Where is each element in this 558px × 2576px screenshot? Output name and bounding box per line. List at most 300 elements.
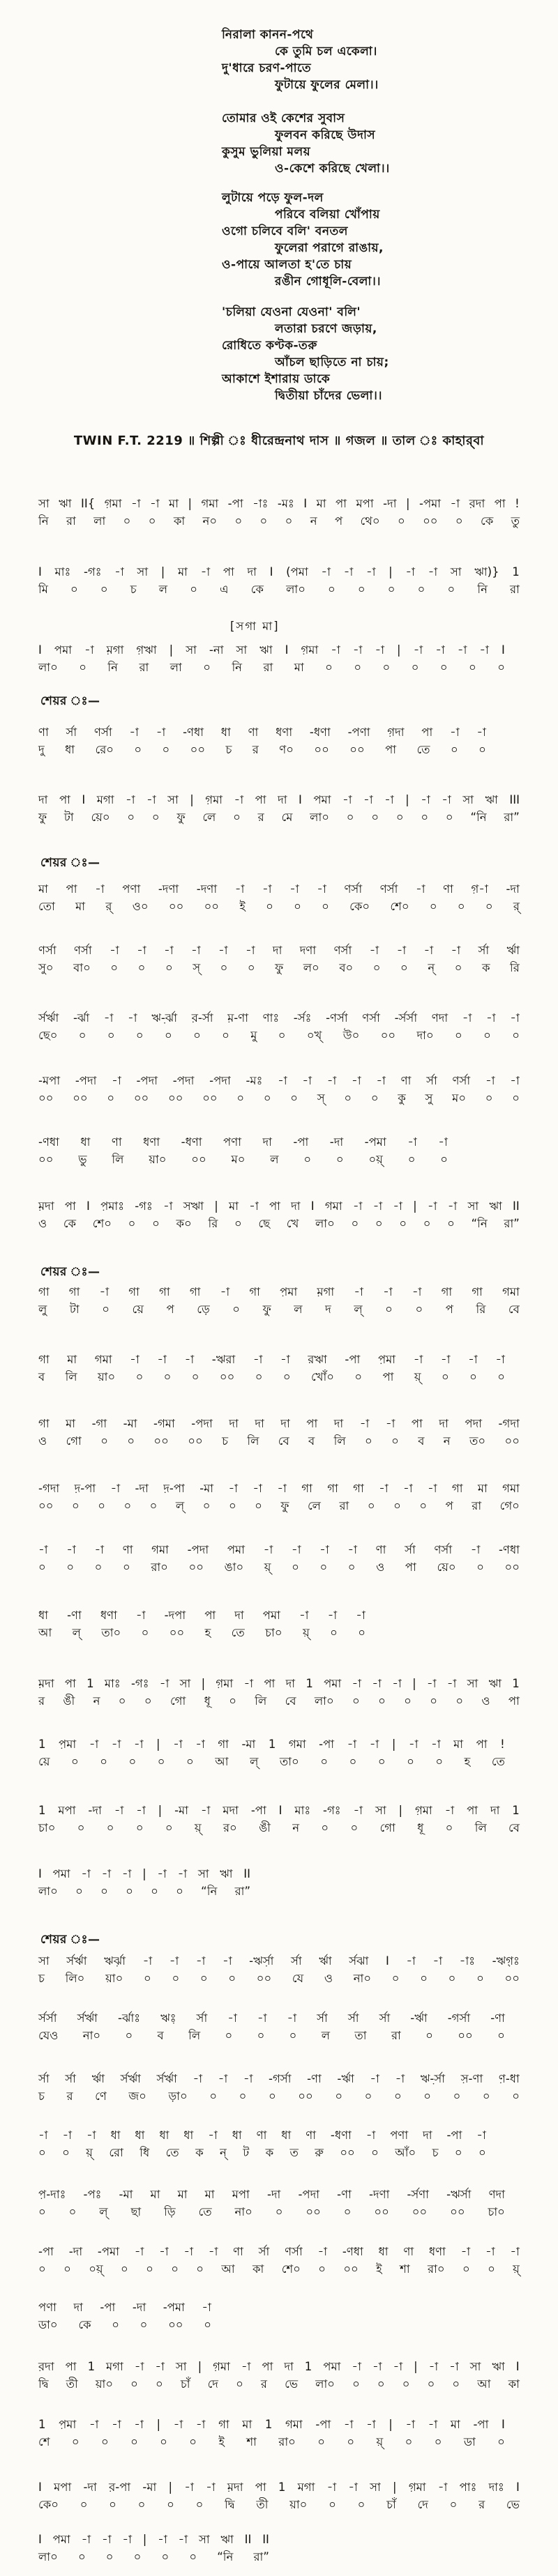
notation-row <box>38 1135 448 1167</box>
sargam-token: -পা <box>315 2418 331 2431</box>
bol-token: ০ <box>172 1972 180 1985</box>
sargam-token: স়-ণা <box>460 2072 483 2085</box>
bol-token: ০ <box>110 961 119 974</box>
sargam-token: -দা <box>68 2245 83 2258</box>
sargam-token: -া <box>114 1804 124 1817</box>
sargam-token: -া <box>129 726 139 739</box>
sargam-token: ম়গা <box>106 643 124 657</box>
sargam-token: -া <box>321 565 331 578</box>
sargam-token: -া <box>299 1609 309 1622</box>
notation-row <box>38 2071 520 2104</box>
bol-token: ০ <box>140 2318 148 2331</box>
sargam-token: পমা <box>323 2360 341 2373</box>
sargam-token: -ঋ়র্সা <box>249 1954 274 1968</box>
sargam-token: -া <box>485 2245 495 2258</box>
bol-token: র০ <box>223 1821 237 1834</box>
bol-token: ০ <box>118 1694 126 1708</box>
bol-token: ০ <box>455 1029 462 1042</box>
bol-token: পা <box>405 1561 416 1574</box>
notes-line <box>38 1542 520 1558</box>
bol-token: ক <box>481 961 490 974</box>
sargam-token: পা <box>411 1417 423 1430</box>
bol-token: ধা <box>65 743 75 756</box>
bol-token: ০ <box>63 2262 71 2276</box>
sargam-token: ণর্সা <box>362 1011 380 1025</box>
sargam-token: -া <box>369 944 379 957</box>
sargam-token: -মঃ <box>246 1074 263 1087</box>
sargam-token: 1 <box>264 2418 273 2431</box>
bol-token: রি <box>208 1217 218 1230</box>
sargam-token: র্সর্ঋা <box>120 2072 141 2085</box>
sargam-token: ধণা <box>428 2245 446 2258</box>
bol-token: ০ <box>71 2435 80 2448</box>
sargam-token: গ়মা <box>301 643 319 657</box>
bol-token: দে <box>417 2498 428 2511</box>
bol-token: ০ <box>106 1821 114 1834</box>
sargam-token: -গঃ <box>323 1804 341 1817</box>
sargam-token: পা <box>476 1738 488 1751</box>
sargam-token: -পঃ <box>83 2188 102 2201</box>
bol-token: না০ <box>234 2205 252 2218</box>
sargam-token: গা <box>353 1482 364 1495</box>
sargam-token: রঋা <box>308 1353 327 1366</box>
sargam-token: | <box>197 2360 202 2373</box>
bol-token: রি <box>510 961 520 974</box>
sargam-token: -া <box>159 2245 169 2258</box>
bol-token: ০ <box>405 2435 413 2448</box>
bol-token: ০ <box>282 1370 291 1383</box>
sargam-token: -া <box>62 2129 73 2142</box>
bol-token: আঁ০ <box>395 2146 416 2159</box>
bol-token: ০ <box>377 1755 386 1768</box>
bol-token: ডা০ <box>38 2318 58 2331</box>
bol-token: ০ <box>152 1217 160 1230</box>
bol-token: ০ <box>234 514 243 528</box>
sargam-token: -ধণা <box>309 726 331 739</box>
bol-token: ০০ <box>450 2205 465 2218</box>
bol-token: ০ <box>358 1626 365 1639</box>
bol-token: ০ <box>454 2146 462 2159</box>
sargam-token: র্ঋা <box>506 944 520 957</box>
sargam-token: সা <box>236 643 248 657</box>
bol-token: ০০ <box>191 1153 206 1166</box>
sargam-token: ঋা <box>59 497 72 510</box>
bol-token: ০ <box>259 514 268 528</box>
bol-token: ০ <box>454 961 462 974</box>
bol-token: ০ <box>354 1370 363 1383</box>
sargam-token: ব়-পা <box>109 2481 131 2494</box>
bol-token: ০ <box>193 1029 201 1042</box>
bol-token: ০ <box>455 1694 464 1708</box>
sargam-token: পা <box>262 2360 273 2373</box>
sargam-token: I <box>38 565 42 578</box>
notation-row <box>38 2244 520 2277</box>
sargam-token: -া <box>317 882 326 896</box>
sargam-token: -া <box>114 565 124 578</box>
sargam-token: গ়মা <box>104 497 122 510</box>
sargam-token: পা <box>421 726 433 739</box>
sargam-token: গা <box>38 1285 50 1298</box>
bol-token: ০ <box>38 2262 46 2276</box>
sargam-token: -া <box>510 1074 520 1087</box>
notes-line <box>38 1285 520 1300</box>
bol-token: ০ <box>157 1755 165 1768</box>
sher-section-heading: শেয়র ঃ— <box>40 1265 100 1279</box>
bol-token: ০ <box>319 1561 328 1574</box>
sargam-token: -া <box>354 1285 363 1298</box>
sargam-token: -া <box>110 944 119 957</box>
bol-token: ০ <box>80 2498 88 2511</box>
sargam-token: র্সা <box>347 2011 359 2025</box>
bol-token: ড়া০ <box>168 2090 188 2103</box>
bol-token: নি <box>38 514 49 528</box>
sargam-token: -া <box>173 1738 183 1751</box>
sargam-token: -া <box>227 2011 237 2025</box>
bol-token: ০ <box>77 2550 86 2563</box>
bol-token: ০ <box>289 2029 297 2042</box>
sargam-token: -ধণা <box>330 2129 352 2142</box>
bol-token: ০ <box>430 1694 437 1708</box>
bol-token: ০ <box>387 583 395 596</box>
bol-token: ০ <box>382 661 391 674</box>
sargam-token: -পদা <box>209 1074 231 1087</box>
bol-token: ফু <box>38 811 47 824</box>
sargam-token: | <box>168 2481 173 2494</box>
sargam-token: I <box>38 2533 42 2546</box>
bol-token: ন <box>310 514 317 528</box>
sargam-token: ণর্সা <box>74 944 92 957</box>
bol-token: ০ <box>344 1091 352 1105</box>
bols-line <box>38 2262 520 2277</box>
sargam-token: প়মাঃ <box>100 1199 125 1213</box>
sargam-token: পা <box>66 882 77 896</box>
bol-token: ০ <box>70 583 78 596</box>
sargam-token: ঋা <box>492 2360 505 2373</box>
bol-token: ০০ <box>423 514 438 528</box>
bol-token: তা০ <box>279 1755 299 1768</box>
bol-token: ০০ <box>168 2318 183 2331</box>
sargam-token: প়মা <box>377 1353 396 1366</box>
bol-token: য়্ <box>513 2262 520 2276</box>
bol-token: দ <box>325 1303 331 1316</box>
sargam-token: গা <box>38 1417 50 1430</box>
bol-token: তে <box>416 743 430 756</box>
bol-token: ঙী <box>259 1821 271 1834</box>
notes-line <box>38 1676 520 1692</box>
bol-token: কা <box>508 2377 520 2391</box>
bols-line <box>38 810 520 825</box>
bol-token: ০০ <box>188 1434 203 1448</box>
sargam-token: -া <box>223 1954 232 1968</box>
bol-token: ০০ <box>204 900 220 913</box>
sargam-token: -া <box>130 497 141 510</box>
notation-row <box>38 1481 520 1514</box>
bol-token: ০ <box>149 1499 158 1512</box>
notation-row <box>38 1011 520 1043</box>
sher-section-heading: শেয়র ঃ— <box>40 694 100 708</box>
bol-token: নি <box>232 661 243 674</box>
sargam-token: -া <box>89 1738 99 1751</box>
sargam-token: -া <box>365 2129 376 2142</box>
notes-line <box>38 2532 269 2547</box>
sargam-token: র্সা <box>379 2011 391 2025</box>
bol-token: ০০ <box>504 1972 520 1985</box>
sargam-token: -া <box>130 1353 140 1366</box>
bol-token: ০০ <box>153 1434 169 1448</box>
notation-row <box>38 725 486 758</box>
notation-row <box>38 2480 520 2513</box>
sargam-token: | <box>156 2418 161 2431</box>
sargam-token: | <box>389 565 393 578</box>
sargam-token: -র্সঃ <box>293 1011 312 1025</box>
sargam-token: -া <box>379 1482 389 1495</box>
sargam-token: র্সা <box>258 2245 270 2258</box>
bol-token: রা <box>391 2029 401 2042</box>
bol-token: ম০ <box>231 1153 246 1166</box>
sargam-token: -া <box>468 1353 478 1366</box>
bol-token: চা০ <box>265 1626 282 1639</box>
sargam-token: -ণা <box>307 2072 322 2085</box>
bols-line <box>38 2317 211 2333</box>
lyric-line: কুসুম ভুলিয়া মলয় <box>222 145 311 159</box>
bol-token: ০ <box>165 1821 173 1834</box>
sargam-token: -া <box>234 793 244 806</box>
bol-token: ০ <box>123 514 131 528</box>
notes-line <box>38 725 486 740</box>
sargam-token: -া <box>157 1353 167 1366</box>
bol-token: ন০ <box>202 514 218 528</box>
sargam-token: ণর্সা <box>333 944 352 957</box>
sargam-token: -া <box>343 2418 354 2431</box>
sargam-token: ব়দা <box>469 497 485 510</box>
bol-token: শে০ <box>281 2262 301 2276</box>
bols-line <box>38 1754 505 1770</box>
sargam-token: I <box>501 643 505 657</box>
sargam-token: মাঃ <box>54 565 71 578</box>
sargam-token: -া <box>415 882 425 896</box>
sargam-token: -া <box>103 1011 114 1025</box>
bol-token: রা <box>339 1499 349 1512</box>
bol-token: ০ <box>420 1972 428 1985</box>
bol-token: আ <box>215 1755 229 1768</box>
sargam-token: ণা <box>403 2245 414 2258</box>
sargam-token: গা <box>301 1482 312 1495</box>
bol-token: ট <box>243 2146 250 2159</box>
sargam-token: 1 <box>87 2360 96 2373</box>
sargam-token: I <box>310 1199 315 1213</box>
bol-token: ছা <box>130 2205 142 2218</box>
sargam-token: ধণা <box>276 726 293 739</box>
bol-token: স্ <box>193 961 201 974</box>
bol-token: ০ <box>478 743 486 756</box>
sargam-token: মা <box>453 1738 464 1751</box>
bol-token: ০০ <box>73 1091 88 1105</box>
sargam-token: -া <box>462 1011 472 1025</box>
sargam-token: মগা <box>297 2481 315 2494</box>
bol-token: বে <box>508 1303 520 1316</box>
bol-token: ০ <box>415 1303 423 1316</box>
sargam-token: মা <box>66 1417 76 1430</box>
sargam-token: -গদা <box>38 1482 60 1495</box>
bol-token: দ্বি <box>225 2498 235 2511</box>
bol-token: লা <box>169 661 182 674</box>
sargam-token: -া <box>426 1677 437 1690</box>
bol-token: ০ <box>352 1694 360 1708</box>
sargam-token: গা <box>38 1353 50 1366</box>
notes-line <box>38 1135 448 1150</box>
bol-token: দে <box>207 2377 218 2391</box>
sargam-token: -দণা <box>158 882 179 896</box>
sargam-token: -া <box>447 1199 458 1213</box>
bol-token: ০ <box>404 1694 412 1708</box>
sargam-token: -পা <box>345 1353 361 1366</box>
bol-token: রা <box>263 661 273 674</box>
bol-token: ০ <box>488 2262 495 2276</box>
sargam-token: -া <box>372 1677 382 1690</box>
bol-token: ব০ <box>339 961 354 974</box>
sargam-token: -া <box>220 1285 230 1298</box>
sargam-token: 1 <box>512 1677 520 1690</box>
notation-row <box>38 1073 520 1106</box>
sargam-token: -া <box>352 1199 363 1213</box>
sargam-token: -া <box>135 1609 146 1622</box>
sargam-token: -া <box>365 565 376 578</box>
bol-token: ভে <box>285 2377 299 2391</box>
sargam-token: -পণা <box>347 726 370 739</box>
sargam-token: -পদা <box>298 2188 320 2201</box>
bol-token: ০খ্ <box>306 1029 322 1042</box>
sargam-token: -মা <box>123 1417 137 1430</box>
bol-token: ০ <box>378 1694 386 1708</box>
bol-token: ০ <box>102 1303 110 1316</box>
bol-token: র্ <box>513 900 520 913</box>
bol-token: ০ <box>328 583 335 596</box>
bol-token: ০ <box>512 2090 520 2103</box>
sargam-token: ণর্সা <box>434 1543 453 1556</box>
bol-token: ০ <box>399 1217 407 1230</box>
sargam-token: -া <box>352 643 363 657</box>
sargam-token: I <box>516 2481 520 2494</box>
bol-token: ০ <box>255 1499 262 1512</box>
sargam-token: -দা <box>88 1804 102 1817</box>
bol-token: য়্ <box>302 1626 310 1639</box>
bol-token: লি <box>112 1153 124 1166</box>
sargam-token: -া <box>352 1677 362 1690</box>
bol-token: য়্ <box>264 1561 271 1574</box>
sargam-token: র্সর্ঋা <box>77 2011 98 2025</box>
sargam-token: -া <box>393 2360 403 2373</box>
bol-token: ০০ <box>504 1561 520 1574</box>
bol-token: ০ <box>303 1153 312 1166</box>
sargam-token: -মঃ <box>277 497 294 510</box>
bol-token: ০ <box>434 2435 442 2448</box>
notes-line <box>38 1954 520 1969</box>
bol-token: র <box>257 811 264 824</box>
sargam-token: -া <box>184 1353 195 1366</box>
sargam-token: গমা <box>201 497 219 510</box>
bol-token: ০ <box>105 2550 114 2563</box>
sargam-token: পমা <box>52 1867 70 1880</box>
sargam-token: মাঃ <box>294 1804 311 1817</box>
sargam-token: পা <box>494 497 506 510</box>
bol-token: দা০ <box>416 1029 434 1042</box>
sargam-token: র্সঝা <box>349 1954 369 1968</box>
sargam-token: দা <box>333 1417 344 1430</box>
sargam-token: | <box>160 565 165 578</box>
bol-token: র <box>66 2090 73 2103</box>
sargam-token: -ণা <box>67 1609 82 1622</box>
sargam-token: র্সা <box>426 1074 437 1087</box>
bol-token: এ <box>220 583 229 596</box>
bol-token: ০ <box>144 1972 151 1985</box>
sargam-token: দা <box>73 2301 83 2314</box>
bol-token: ০ <box>68 2205 77 2218</box>
sargam-token: ণা <box>400 1074 412 1087</box>
sargam-token: -পদা <box>75 1074 97 1087</box>
sargam-token: র্সর্সা <box>38 2011 57 2025</box>
bol-token: ক <box>195 2146 204 2159</box>
sargam-token: ঋ়ঃ <box>160 2011 176 2025</box>
bol-token: ০ <box>322 900 329 913</box>
bol-token: লে <box>202 811 216 824</box>
sargam-token: ঋা <box>220 1867 233 1880</box>
bol-token: য়া০ <box>97 1370 116 1383</box>
sargam-token: -া <box>289 882 299 896</box>
sargam-token: -া <box>347 1543 358 1556</box>
bol-token: চাঁ <box>180 2377 190 2391</box>
bol-token: ০ <box>354 661 362 674</box>
sargam-token: -া <box>234 882 245 896</box>
bol-token: ০ <box>476 1972 484 1985</box>
bol-token: কে <box>78 2318 91 2331</box>
sargam-token: II <box>244 2533 252 2546</box>
sargam-token: -া <box>510 2245 520 2258</box>
bol-token: র <box>478 2498 485 2511</box>
notes-line <box>38 496 520 512</box>
bols-line <box>38 582 520 597</box>
bol-token: ০০ <box>38 1499 54 1512</box>
bol-token: আ <box>38 1626 52 1639</box>
sargam-token: -া <box>157 1867 167 1880</box>
sargam-token: দা <box>255 1417 264 1430</box>
sargam-token: গমা <box>94 1353 112 1366</box>
sargam-token: -া <box>257 2011 267 2025</box>
bol-token: দ্বি <box>38 2377 49 2391</box>
sargam-token: -পদা <box>172 1074 195 1087</box>
bol-token: ০ <box>38 2146 46 2159</box>
sargam-token: -া <box>195 1738 205 1751</box>
notes-line <box>38 2359 520 2375</box>
bol-token: ০ <box>476 1561 484 1574</box>
bols-line <box>38 2028 505 2044</box>
bol-token: ০ <box>357 2498 365 2511</box>
sargam-token: -া <box>243 1677 254 1690</box>
notes-line <box>38 2300 211 2315</box>
sargam-token: -া <box>134 2360 144 2373</box>
sargam-token: পমা <box>54 643 73 657</box>
sargam-token: গা <box>189 1285 201 1298</box>
sargam-token: মা <box>177 2188 188 2201</box>
sargam-token: মপা <box>232 2188 250 2201</box>
sargam-token: পা <box>65 2360 77 2373</box>
lyric-line: আঁচল ছাড়িতে না চায়; <box>275 355 389 369</box>
bol-token: ০ <box>347 2435 355 2448</box>
bol-token: ডা <box>463 2435 476 2448</box>
bol-token: চ <box>225 743 232 756</box>
bol-token: ০ <box>162 743 170 756</box>
bol-token: আ <box>221 2262 235 2276</box>
bol-token: ০ <box>393 1499 401 1512</box>
